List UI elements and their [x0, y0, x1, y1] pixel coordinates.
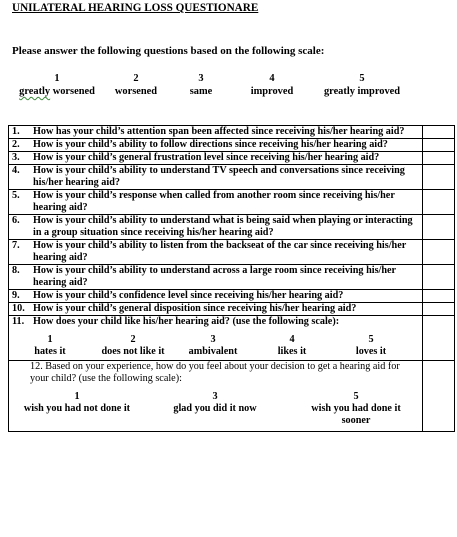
questions-table	[8, 125, 455, 432]
question-number: 2.	[12, 139, 20, 150]
question-number: 1.	[12, 126, 20, 137]
answer-cell[interactable]	[423, 290, 455, 303]
question-text: How does your child like his/her hearing aid? (use the following scale):	[33, 316, 340, 327]
question-text: How is your child’s response when called from another room since receiving his/her hearing aid?	[33, 190, 395, 213]
q11-option-3: 3 ambivalent	[188, 334, 238, 357]
question-text: How is your child’s confidence level since receiving his/her hearing aid?	[33, 290, 344, 301]
answer-cell[interactable]	[423, 316, 455, 361]
scale-label: greatly	[19, 86, 51, 97]
scale-option-2	[108, 72, 164, 98]
scale-label: worsened	[114, 86, 158, 97]
question-row-1	[9, 126, 455, 139]
answer-cell[interactable]	[423, 361, 455, 432]
question-number: 10.	[12, 303, 25, 314]
question-row-5	[9, 190, 455, 215]
question-row-9	[9, 290, 455, 303]
question-text: How has your child’s attention span been affected since receiving his/her hearing aid?	[33, 126, 405, 137]
scale-option-3	[178, 72, 224, 98]
answer-cell[interactable]	[423, 165, 455, 190]
q11-option-2: 2 does not like it	[101, 334, 165, 357]
answer-cell[interactable]	[423, 190, 455, 215]
scale-label: greatly improved	[323, 86, 401, 97]
scale-number: 5	[359, 73, 365, 84]
question-text: How is your child’s ability to understand TV speech and conversations since receiving his/her hearing aid?	[33, 165, 405, 188]
answer-cell[interactable]	[423, 265, 455, 290]
q12-scale	[12, 391, 419, 431]
question-row-6	[9, 215, 455, 240]
scale-label-rest: worsened	[50, 86, 95, 97]
question-number: 7.	[12, 240, 20, 251]
question-text: How is your child’s general frustration level since receiving his/her hearing aid?	[33, 152, 380, 163]
question-number: 8.	[12, 265, 20, 276]
scale-label: same	[189, 86, 213, 97]
scale-number: 2	[133, 73, 139, 84]
question-text: How is your child’s ability to follow directions since receiving his/her hearing aid?	[33, 139, 388, 150]
question-row-12	[9, 361, 455, 432]
answer-cell[interactable]	[423, 240, 455, 265]
scale-label: improved	[250, 86, 294, 97]
scale-number: 1	[54, 73, 60, 84]
question-row-3	[9, 152, 455, 165]
question-number: 11.	[12, 316, 25, 327]
question-number: 3.	[12, 152, 20, 163]
scale-number: 4	[269, 73, 275, 84]
question-number: 4.	[12, 165, 20, 176]
scale-number: 3	[198, 73, 204, 84]
question-row-7	[9, 240, 455, 265]
question-row-8	[9, 265, 455, 290]
q11-option-1: 1 hates it	[34, 334, 66, 357]
answer-cell[interactable]	[423, 303, 455, 316]
question-row-4	[9, 165, 455, 190]
page-title: UNILATERAL HEARING LOSS QUESTIONARE	[12, 2, 259, 14]
question-text: How is your child’s ability to understand across a large room since receiving his/her hearing aid?	[33, 265, 396, 288]
q11-option-5: 5 loves it	[355, 334, 387, 357]
question-text: How is your child’s ability to listen from the backseat of the car since receiving his/her hearing aid?	[33, 240, 407, 263]
question-text: 12. Based on your experience, how do you feel about your decision to get a hearing aid for your child? (use the following scale):	[30, 361, 400, 384]
q12-option-3: 3 glad you did it now	[173, 391, 257, 414]
q11-scale	[12, 334, 419, 360]
answer-cell[interactable]	[423, 152, 455, 165]
instructions: Please answer the following questions based on the following scale:	[12, 45, 325, 57]
q12-option-5: 5 wish you had done it sooner	[311, 391, 401, 426]
question-number: 5.	[12, 190, 20, 201]
q11-option-4: 4 likes it	[277, 334, 307, 357]
q12-option-1: 1 wish you had not done it	[23, 391, 131, 414]
question-row-11	[9, 316, 455, 361]
question-number: 6.	[12, 215, 20, 226]
answer-cell[interactable]	[423, 126, 455, 139]
question-text: How is your child’s ability to understand what is being said when playing or interacting in a group situation since receiving his/her hearing aid?	[33, 215, 413, 238]
question-text: How is your child’s general disposition since receiving his/her hearing aid?	[33, 303, 357, 314]
scale-option-4	[243, 72, 301, 98]
scale-option-1	[12, 72, 102, 98]
answer-cell[interactable]	[423, 139, 455, 152]
question-number: 9.	[12, 290, 20, 301]
question-row-2	[9, 139, 455, 152]
answer-cell[interactable]	[423, 215, 455, 240]
rating-scale	[0, 72, 457, 102]
scale-option-5	[312, 72, 412, 98]
question-row-10	[9, 303, 455, 316]
